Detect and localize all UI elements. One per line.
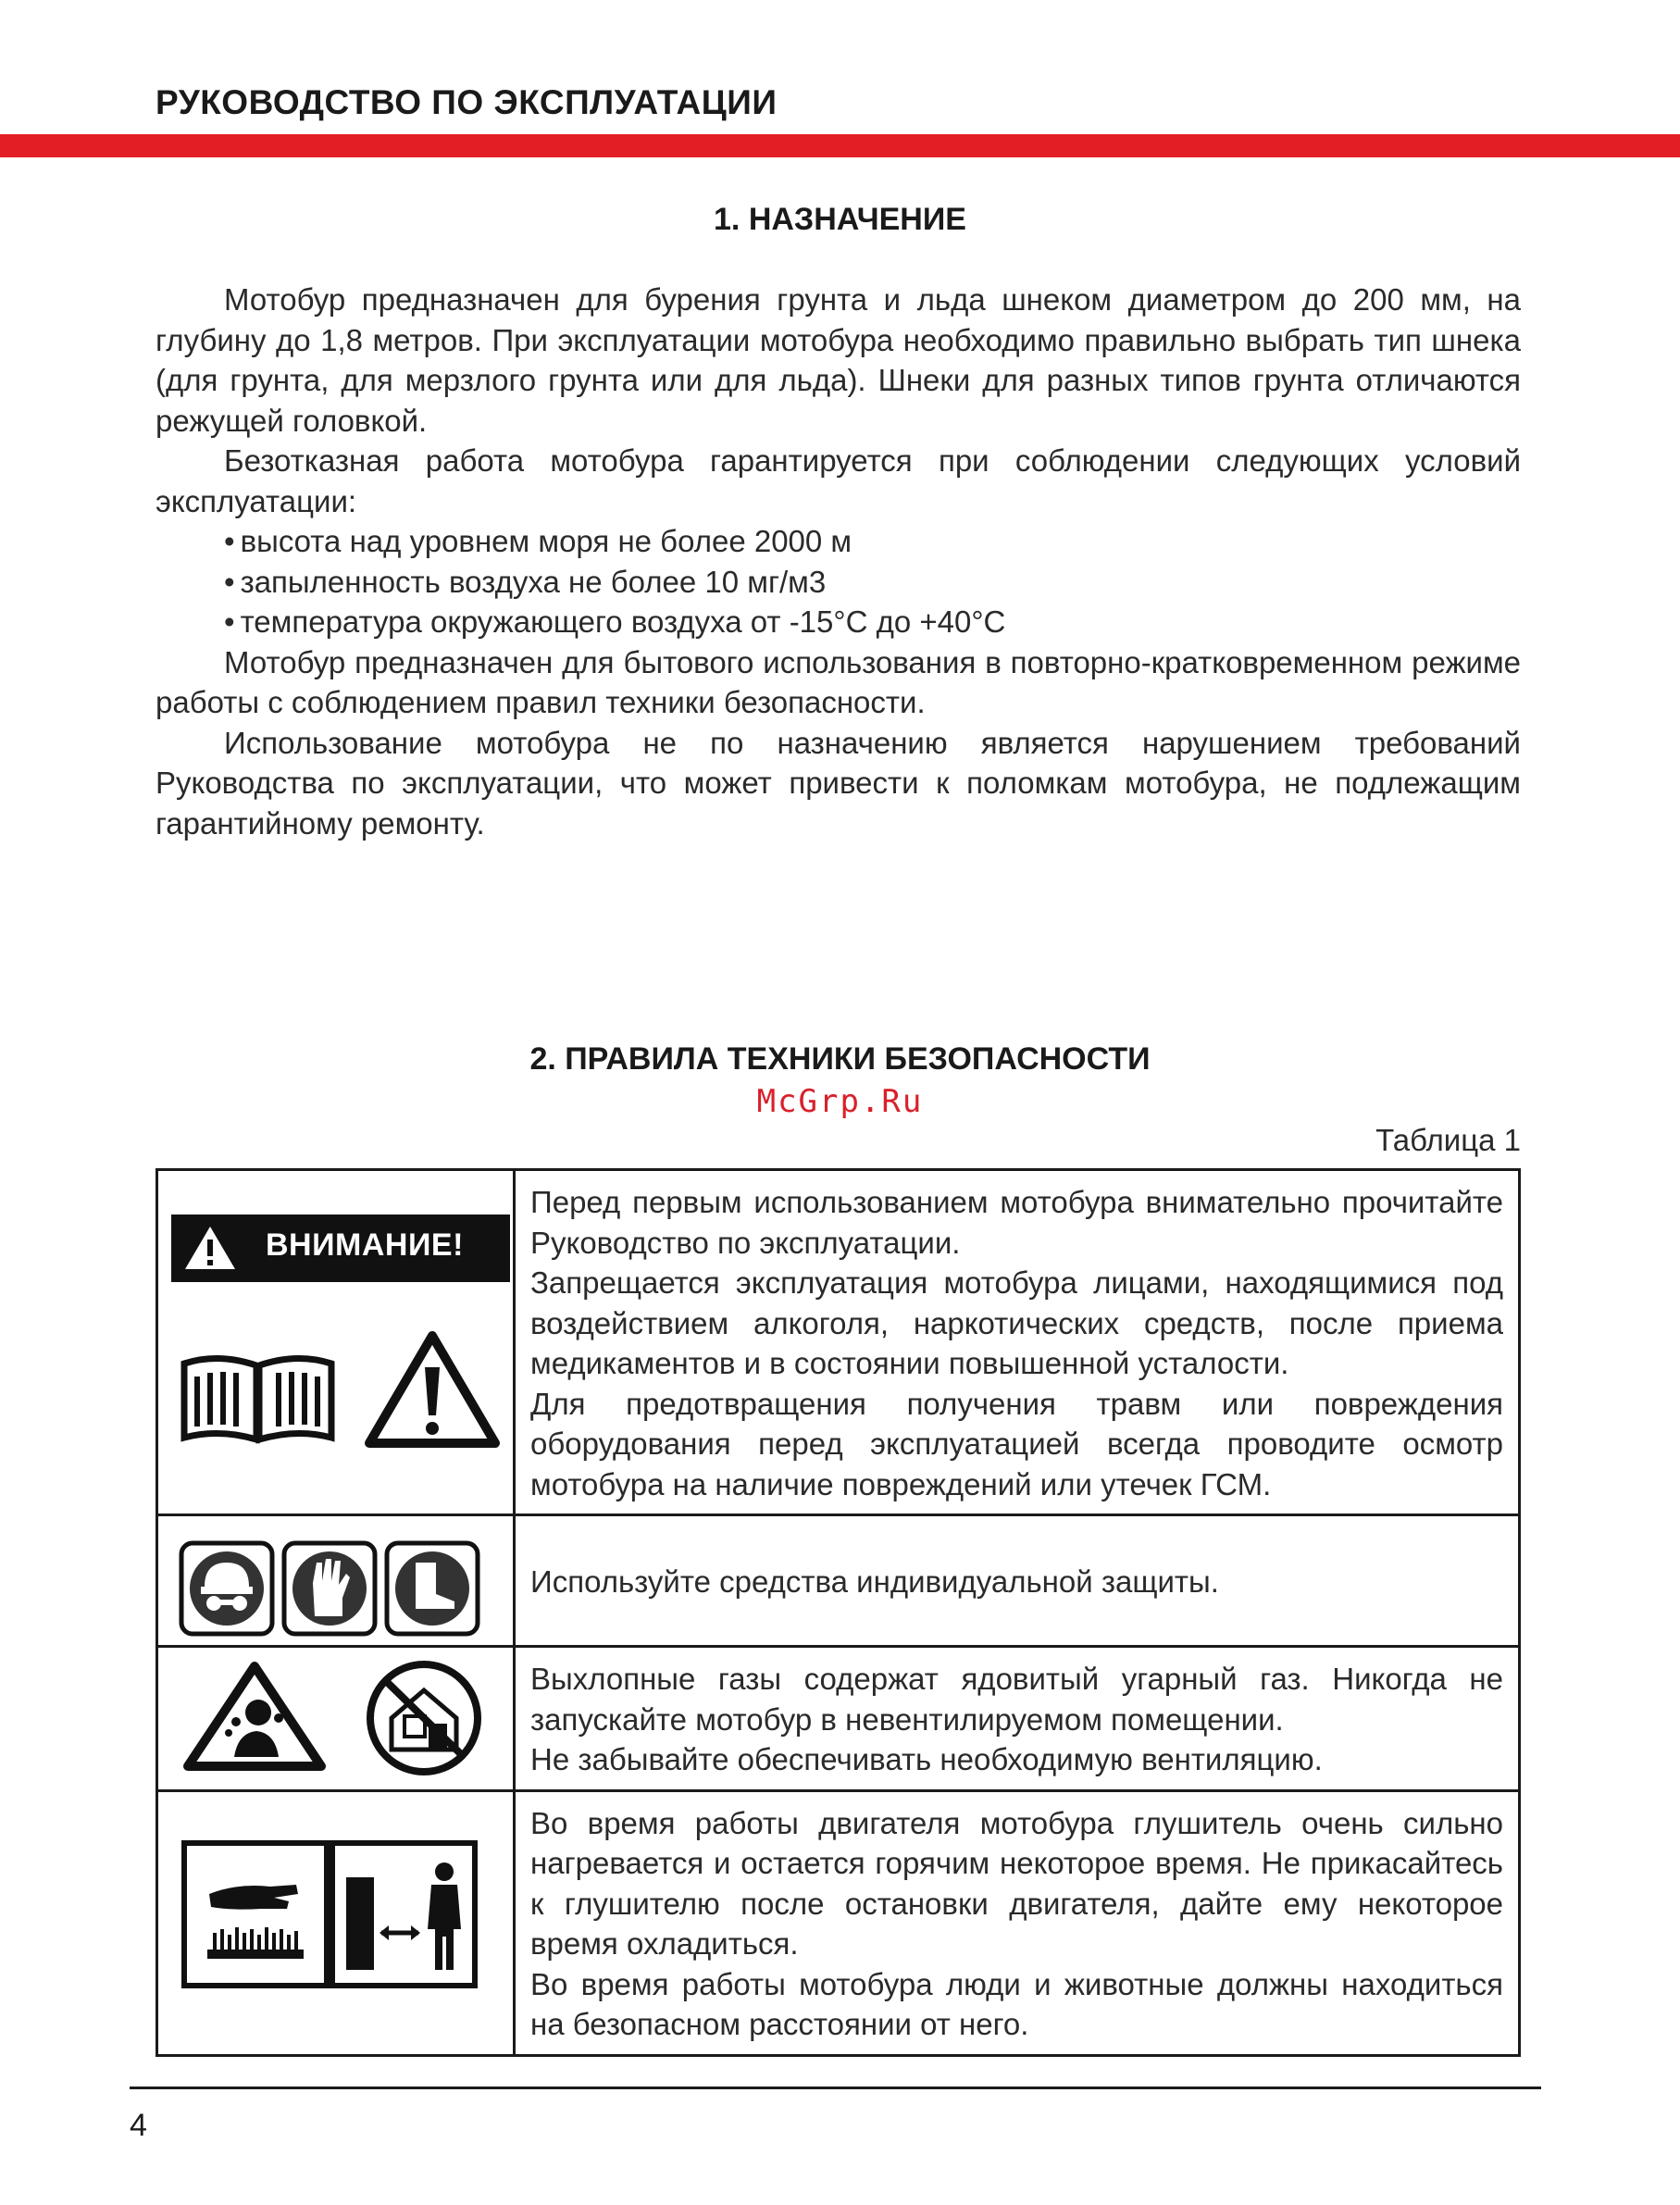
- table-row: [157, 1790, 1520, 2055]
- text-cell: [515, 1515, 1520, 1647]
- section1-paragraph-3: Мотобур предназначен для бытового использования в повторно-кратковременном режиме работы с соблюдением правил техники безопасности.: [156, 644, 1521, 719]
- page-header-title: РУКОВОДСТВО ПО ЭКСПЛУАТАЦИИ: [156, 83, 778, 121]
- rule-text: Во время работы двигателя мотобура глушитель очень сильно нагревается и остается горячим некоторое время. Не прикасайтесь к глушителю после остановки двигателя, дайте ему некоторое время охладиться.: [530, 1805, 1503, 1961]
- gloves-icon: [281, 1540, 378, 1637]
- exclamation-triangle-icon: [364, 1330, 501, 1449]
- section2-title: 2. ПРАВИЛА ТЕХНИКИ БЕЗОПАСНОСТИ: [529, 1041, 1151, 1077]
- bullet-item: • температура окружающего воздуха от -15°С до +40°С: [224, 604, 1006, 639]
- no-indoor-operation-icon: [364, 1659, 484, 1777]
- toxic-gas-triangle-icon: [182, 1661, 327, 1772]
- rule-text: Используйте средства индивидуальной защиты.: [530, 1563, 1219, 1599]
- table-row: [157, 1170, 1520, 1515]
- text-cell: [515, 1790, 1520, 2055]
- header-red-bar: [0, 134, 1680, 157]
- icon-cell: [157, 1790, 515, 2055]
- rule-text: Запрещается эксплуатация мотобура лицами, находящимися под воздействием алкоголя, наркотических средств, после приема медикаментов и в состоянии повышенной усталости.: [530, 1265, 1503, 1380]
- icon-cell: [157, 1515, 515, 1647]
- section1-title: 1. НАЗНАЧЕНИЕ: [714, 202, 966, 237]
- section1-paragraph-4: Использование мотобура не по назначению является нарушением требований Руководства по эксплуатации, что может привести к поломкам мотобура, не подлежащим гарантийному ремонту.: [156, 725, 1521, 841]
- bullet-item: • запыленность воздуха не более 10 мг/м3: [224, 564, 827, 599]
- rule-text: Не забывайте обеспечивать необходимую вентиляцию.: [530, 1742, 1323, 1776]
- open-book-icon: [177, 1347, 339, 1444]
- boots-icon: [384, 1540, 480, 1637]
- table-row: [157, 1515, 1520, 1647]
- text-cell: [515, 1170, 1520, 1515]
- hot-surface-icon: [181, 1840, 330, 1988]
- section1-body: [156, 280, 1521, 843]
- table-label: Таблица 1: [1375, 1123, 1521, 1157]
- watermark-text: McGrp.Ru: [756, 1083, 924, 1120]
- text-cell: [515, 1647, 1520, 1791]
- section1-paragraph-1: Мотобур предназначен для бурения грунта и льда шнеком диаметром до 200 мм, на глубину до 1,8 метров. При эксплуатации мотобура необходимо правильно выбрать тип шнека (для грунта, для мерзлого грунта или для льда). Шнеки для разных типов грунта отличаются режущей головкой.: [156, 282, 1521, 438]
- page-number: 4: [130, 2108, 147, 2143]
- icon-cell: [157, 1170, 515, 1515]
- safety-rules-table: [156, 1168, 1521, 2057]
- rule-text: Перед первым использованием мотобура внимательно прочитайте Руководство по эксплуатации.: [530, 1185, 1503, 1260]
- rule-text: Во время работы мотобура люди и животные должны находиться на безопасном расстоянии от него.: [530, 1966, 1503, 2041]
- table-row: [157, 1647, 1520, 1791]
- footer-divider: [130, 2087, 1541, 2089]
- keep-distance-icon: [330, 1840, 478, 1988]
- warning-banner-icon: ВНИМАНИЕ!: [171, 1215, 510, 1282]
- rule-text: Для предотвращения получения травм или повреждения оборудования перед эксплуатацией всегда проводите осмотр мотобура на наличие повреждений или утечек ГСМ.: [530, 1386, 1503, 1501]
- rule-text: Выхлопные газы содержат ядовитый угарный газ. Никогда не запускайте мотобур в невентилируемом помещении.: [530, 1662, 1503, 1737]
- helmet-icon: [179, 1540, 275, 1637]
- bullet-item: • высота над уровнем моря не более 2000 м: [224, 524, 852, 558]
- section1-paragraph-2: Безотказная работа мотобура гарантируется при соблюдении следующих условий эксплуатации:: [156, 443, 1521, 518]
- icon-cell: [157, 1647, 515, 1791]
